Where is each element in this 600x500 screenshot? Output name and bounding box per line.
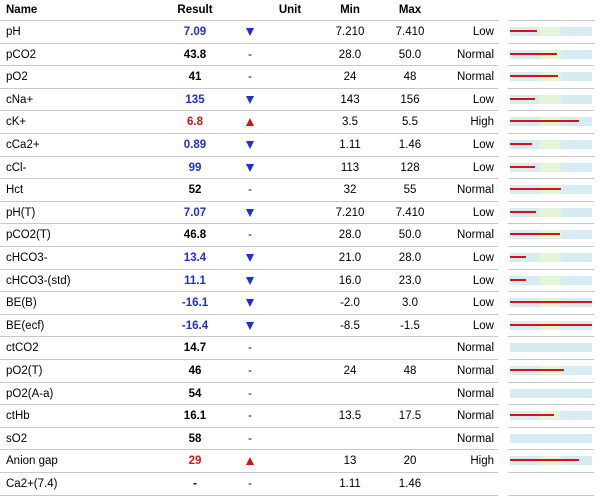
header-divider [0,20,498,21]
column-header-name[interactable]: Name [6,4,38,16]
max-value: 1.46 [398,139,422,151]
result-value: 6.8 [187,116,203,129]
min-value: -8.5 [340,319,360,332]
parameter-name: Ca2+(7.4) [6,478,58,490]
result-value: 135 [185,93,205,106]
no-flag-dash: - [248,184,252,197]
max-value: 50.0 [398,229,422,242]
max-value: 5.5 [402,116,418,129]
parameter-name: sO2 [6,432,28,445]
status-label: Normal [456,365,494,377]
parameter-name: pCO2 [6,48,37,61]
down-triangle-icon [246,28,254,36]
value-marker-line [510,301,592,303]
range-indicator-bar [510,117,592,126]
result-value: 41 [188,71,202,84]
max-value: 156 [400,93,420,106]
min-value: 13.5 [338,410,362,423]
min-value: 28.0 [338,48,362,61]
status-label: High [470,455,494,468]
range-indicator-bar [510,366,592,375]
range-indicator-bar [510,253,592,262]
range-indicator-bar [510,321,592,330]
max-value: 23.0 [398,274,422,287]
range-indicator-bar [510,343,592,352]
max-value: 50.0 [398,48,422,61]
max-value: -1.5 [400,319,420,332]
range-indicator-bar [510,434,592,443]
status-label: Normal [456,184,494,197]
value-marker-line [510,188,561,190]
status-label: Low [472,252,494,264]
status-label: Normal [456,71,494,84]
no-flag-dash: - [248,365,252,377]
parameter-name: cCl- [6,161,27,174]
min-value: 7.210 [335,26,365,38]
parameter-name: cCa2+ [6,139,40,151]
normal-range-zone [539,27,561,36]
max-value: 3.0 [402,297,418,310]
parameter-name: BE(B) [6,297,37,310]
table-row[interactable] [0,224,600,246]
min-value: 13 [343,455,357,468]
table-row[interactable] [0,89,600,111]
result-value: 54 [188,387,202,400]
table-row[interactable] [0,270,600,292]
table-row[interactable] [0,383,600,405]
table-row[interactable] [0,292,600,314]
value-marker-line [510,369,564,371]
max-value: 128 [400,161,420,174]
value-marker-line [510,279,526,281]
column-header-max[interactable]: Max [398,4,422,16]
value-marker-line [510,75,558,77]
down-triangle-icon [246,254,254,262]
value-marker-line [510,53,557,55]
status-label: Low [472,139,494,151]
value-marker-line [510,233,560,235]
range-indicator-bar [510,27,592,36]
value-marker-line [510,414,554,416]
result-value: - [193,478,197,490]
column-header-unit[interactable]: Unit [278,4,302,16]
no-flag-dash: - [248,229,252,242]
max-value: 48 [403,365,417,377]
max-value: 7.410 [395,206,425,219]
parameter-name: Hct [6,184,24,197]
table-row[interactable] [0,315,600,337]
min-value: 3.5 [342,116,358,129]
range-indicator-bar [510,298,592,307]
parameter-name: cHCO3- [6,252,48,264]
no-flag-dash: - [248,410,252,423]
range-indicator-bar [510,185,592,194]
result-value: 43.8 [183,48,207,61]
status-label: Normal [456,432,494,445]
max-value: 17.5 [398,410,422,423]
table-row[interactable] [0,179,600,201]
table-row[interactable] [0,111,600,133]
result-value: 46 [188,365,202,377]
value-marker-line [510,98,535,100]
max-value: 55 [403,184,417,197]
result-value: 99 [188,161,202,174]
range-indicator-bar [510,50,592,59]
no-flag-dash: - [248,432,252,445]
parameter-name: pCO2(T) [6,229,51,242]
result-value: 7.09 [183,26,207,38]
result-value: 11.1 [184,274,206,287]
table-row[interactable] [0,66,600,88]
min-value: -2.0 [340,297,360,310]
no-flag-dash: - [248,48,252,61]
min-value: 28.0 [338,229,362,242]
min-value: 24 [343,365,357,377]
value-marker-line [510,30,537,32]
no-flag-dash: - [248,387,252,400]
parameter-name: ctCO2 [6,342,39,355]
result-value: 7.07 [183,206,207,219]
min-value: 113 [340,161,360,174]
min-value: 143 [340,93,360,106]
range-indicator-bar [510,456,592,465]
parameter-name: pO2 [6,71,28,84]
max-value: 48 [403,71,417,84]
table-row[interactable] [0,360,600,382]
table-row[interactable] [0,134,600,156]
table-row[interactable] [0,202,600,224]
status-label: High [470,116,494,129]
status-label: Normal [456,342,494,355]
value-marker-line [510,166,535,168]
normal-range-zone [539,95,561,104]
range-indicator-bar [510,72,592,81]
status-label: Low [472,274,494,287]
min-value: 21.0 [338,252,362,264]
table-header [0,0,600,20]
result-value: 0.89 [183,139,207,151]
column-header-result[interactable]: Result [177,4,213,16]
no-flag-dash: - [248,478,252,490]
result-value: 29 [188,455,202,468]
max-value: 20 [403,455,417,468]
parameter-name: pO2(A-a) [6,387,54,400]
range-indicator-bar [510,411,592,420]
table-row[interactable] [0,450,600,472]
down-triangle-icon [246,277,254,285]
value-marker-line [510,459,579,461]
range-indicator-bar [510,389,592,398]
result-value: -16.1 [181,297,209,310]
min-value: 32 [343,184,357,197]
up-triangle-icon [246,118,254,126]
column-header-min[interactable]: Min [340,4,360,16]
value-marker-line [510,211,536,213]
range-indicator-bar [510,140,592,149]
status-label: Normal [456,48,494,61]
max-value: 1.46 [398,478,422,490]
table-row[interactable] [0,405,600,427]
range-indicator-bar [510,208,592,217]
min-value: 7.210 [335,206,365,219]
result-value: 13.4 [183,252,207,264]
table-row[interactable] [0,44,600,66]
value-marker-line [510,324,592,326]
range-indicator-bar [510,230,592,239]
no-flag-dash: - [248,71,252,84]
parameter-name: cNa+ [6,93,34,106]
normal-range-zone [539,163,561,172]
result-value: -16.4 [181,319,209,332]
down-triangle-icon [246,164,254,172]
normal-range-zone [539,208,561,217]
min-value: 1.11 [339,139,361,151]
result-value: 58 [188,432,202,445]
header-divider [508,20,594,21]
table-row[interactable] [0,247,600,269]
status-label: Low [472,297,494,310]
normal-range-zone [539,140,561,149]
range-indicator-bar [510,95,592,104]
min-value: 16.0 [338,274,362,287]
down-triangle-icon [246,141,254,149]
normal-range-zone [539,276,561,285]
parameter-name: cHCO3-(std) [6,274,71,287]
range-indicator-bar [510,163,592,172]
parameter-name: pO2(T) [6,365,43,377]
status-label: Low [472,161,494,174]
status-label: Normal [456,229,494,242]
result-value: 16.1 [183,410,207,423]
min-value: 1.11 [339,478,361,490]
up-triangle-icon [246,457,254,465]
status-label: Normal [456,410,494,423]
parameter-name: ctHb [6,410,30,423]
range-indicator-bar [510,276,592,285]
result-value: 14.7 [183,342,207,355]
status-label: Low [472,206,494,219]
no-flag-dash: - [248,342,252,355]
max-value: 7.410 [395,26,425,38]
table-row[interactable] [0,157,600,179]
parameter-name: BE(ecf) [6,319,45,332]
down-triangle-icon [246,96,254,104]
status-label: Low [472,319,494,332]
down-triangle-icon [246,322,254,330]
value-marker-line [510,143,532,145]
row-divider [0,495,498,496]
value-marker-line [510,256,526,258]
row-divider [508,495,594,496]
table-row[interactable] [0,473,600,495]
normal-range-zone [539,253,561,262]
parameter-name: pH(T) [6,206,36,219]
status-label: Low [472,26,494,38]
parameter-name: pH [6,26,21,38]
table-row[interactable] [0,337,600,359]
status-label [428,473,494,495]
parameter-name: cK+ [6,116,27,129]
down-triangle-icon [246,299,254,307]
result-value: 46.8 [183,229,207,242]
table-row[interactable] [0,428,600,450]
down-triangle-icon [246,209,254,217]
status-label: Normal [456,387,494,400]
parameter-name: Anion gap [6,455,58,468]
max-value: 28.0 [398,252,422,264]
value-marker-line [510,120,579,122]
min-value: 24 [343,71,357,84]
result-value: 52 [188,184,202,197]
status-label: Low [472,93,494,106]
table-row[interactable] [0,21,600,43]
